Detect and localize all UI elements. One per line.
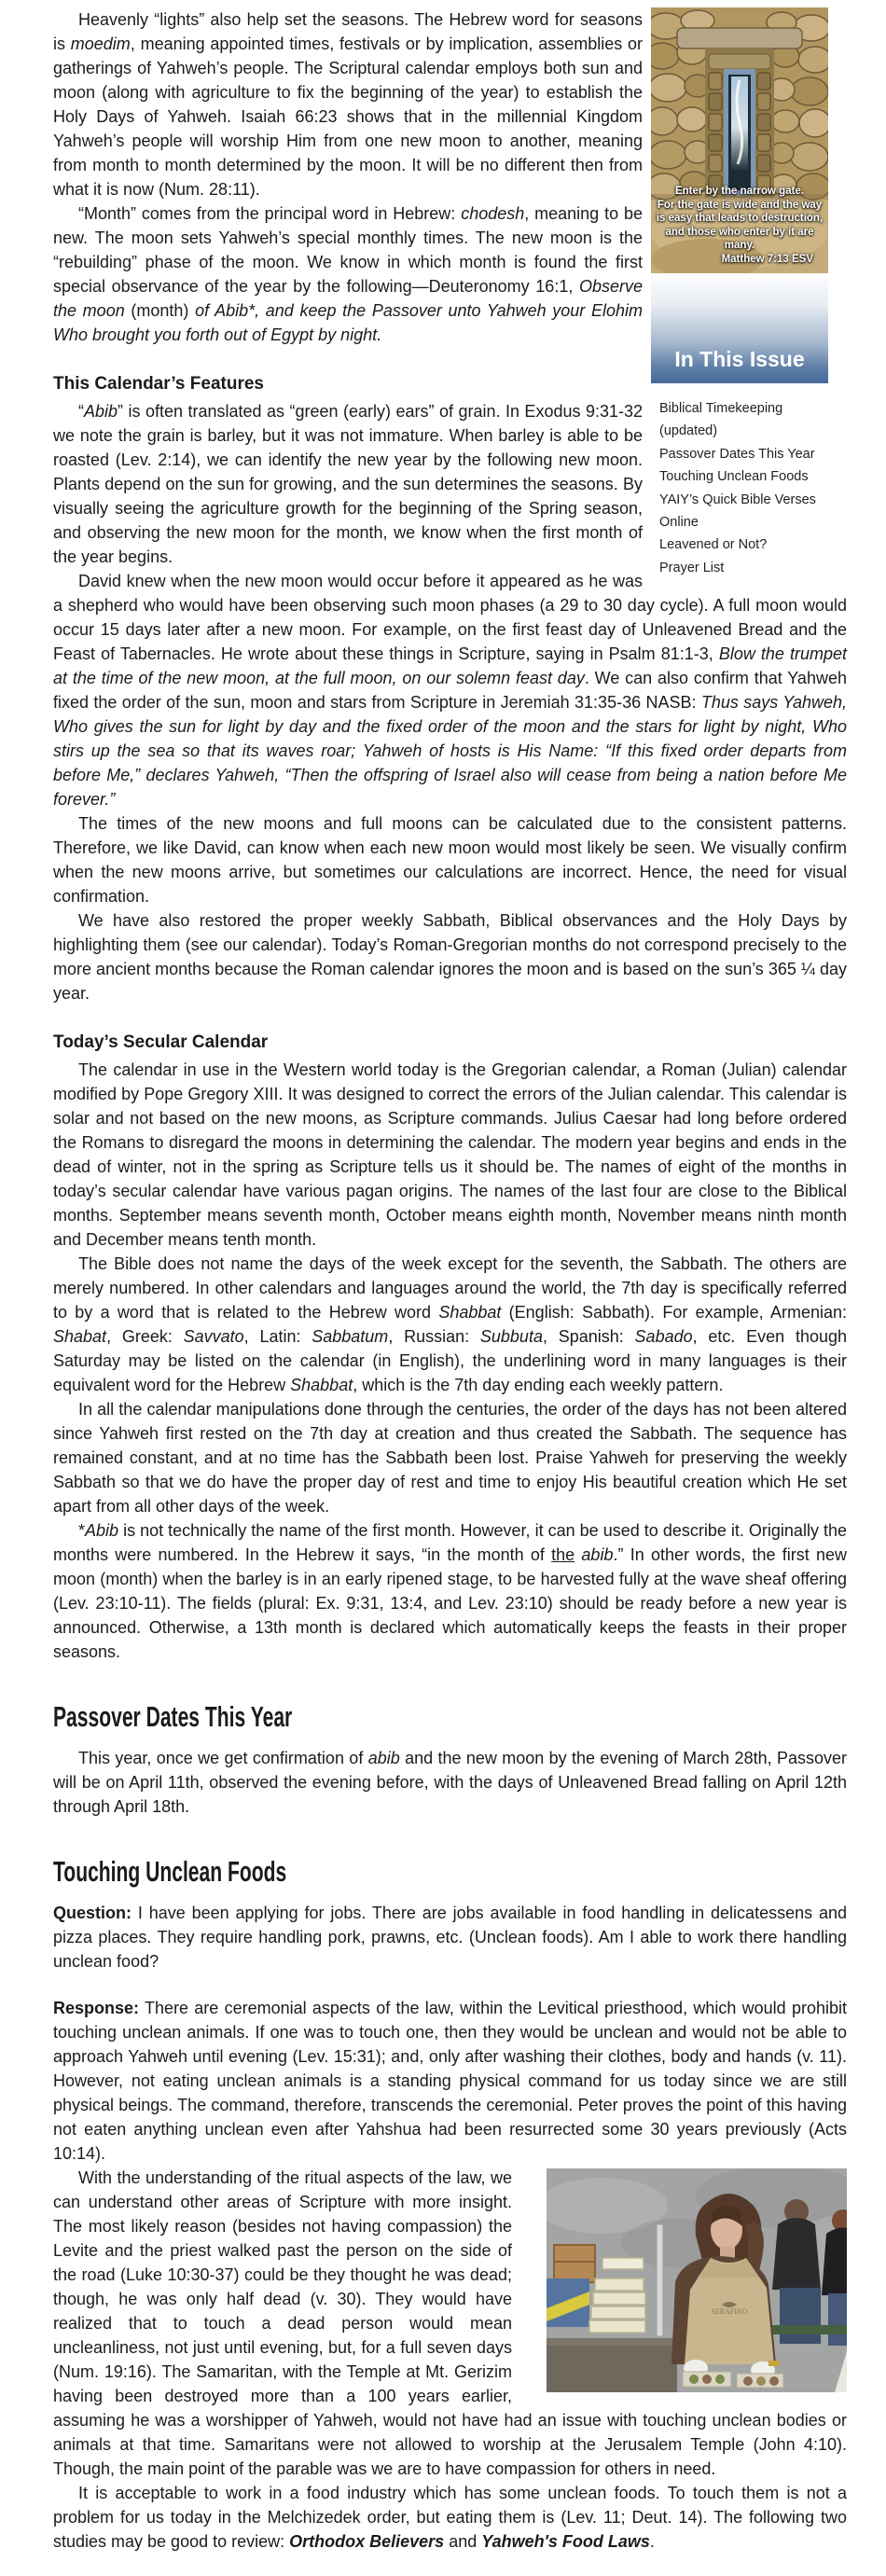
paragraph-heavenly-lights: Heavenly “lights” also help set the seasons. The Hebrew word for seasons is moedim, meaning appointed times, festivals or by implication, assemblies or gatherings of Yahweh’s people. The Scriptural calendar employs both sun and moon (along with agriculture to fix the beginning of the year) to establish the Holy Days of Yahweh. Isaiah 66:23 shows that in the millennial Kingdom Yahweh’s people will worship Him from one new moon to another, meaning from month to month determined by the moon. It will be no different then from what it is now (Num. 28:11). — [53, 10, 644, 199]
gate-caption-line: is easy that leads to destruction, — [656, 213, 824, 224]
gate-caption-line: For the gate is wide and the way — [657, 199, 823, 211]
section-heading-passover-dates: Passover Dates This Year — [53, 1700, 293, 1733]
paragraph-month-chodesh: “Month” comes from the principal word in Hebrew: chodesh, meaning to be new. The moon sets Yahweh’s special monthly times. The new moon is the “rebuilding” phase of the moon. We know in which month is found the first special observance of the year by the following—Deuteronomy 16:1, Observe the moon (month) of Abib*, and keep the Passover unto Yahweh your Elohim Who brought you forth out of Egypt by night. — [53, 204, 643, 344]
paragraph-restored-sabbath: We have also restored the proper weekly Sabbath, Biblical observances and the Holy Days by highlighting them (see our calendar). Today’s Roman-Gregorian months do not correspond precisely to the more ancient months because the Roman calendar ignores the moon and is based on the sun’s 365 ¼ day year. — [53, 911, 847, 1003]
gate-caption-attribution: Matthew 7:13 ESV — [721, 253, 813, 265]
gate-caption-line: and those who enter by it are many. — [665, 226, 814, 251]
section-heading-unclean-foods: Touching Unclean Foods — [53, 1855, 287, 1888]
paragraph-good-samaritan: SERAFINO With the understanding of the ritual aspects of the law, we can understand other areas of Scripture with more insight. The most likely reason (besides not having compassion) the Levite and the priest walked past the person on the side of the road (Luke 10:30-37) could be they thought he was dead; though, he was only half dead (v. 30). They would have realized that to touch a dead person would mean uncleanliness, not just until evening, but, for a full seven days (Num. 19:16). The Samaritan, with the Temple at Mt. Gerizim having been destroyed more than a 100 years earlier, assuming he was a worshipper of Yahweh, would not have had an issue with touching unclean bodies or animals at that time. Samaritans were not allowed to worship at the Jerusalem Temple (John 4:10). Though, the main point of the parable was we are to have compassion for others in need. — [53, 2166, 847, 2481]
gate-caption-line: Enter by the narrow gate. — [674, 186, 805, 197]
article-body — [53, 7, 847, 2554]
issue-list-item: YAIY’s Quick Bible Verses Online — [659, 492, 816, 531]
issue-list-item: Touching Unclean Foods — [659, 469, 809, 485]
paragraph-response: Response: There are ceremonial aspects of the law, within the Levitical priesthood, which would prohibit touching unclean animals. If one was to touch one, then they would be unclean and would not be able to approach Yahweh until evening (Lev. 15:31); and, only after washing their clothes, body and hands (v. 11). However, not eating unclean animals is a standing physical command for us today since we are still physical beings. The command, therefore, transcends the ceremonial. Peter proves the point of this having not eaten anything unclean even after Yahshua had been resurrected some 30 years previously (Acts 10:14). — [53, 1999, 847, 2163]
paragraph-times-calculated: The times of the new moons and full moons can be calculated due to the consistent patterns. Therefore, we like David, can know when each new moon would most likely be seen. We visually confirm when the new moons arrive, but sometimes our calculations are incorrect. Hence, the need for visual confirmation. — [53, 814, 847, 906]
paragraph-passover-dates: This year, once we get confirmation of abib and the new moon by the evening of March 28th, Passover will be on April 11th, observed the evening before, with the days of Unleavened Bread falling on April 12th through April 18th. — [53, 1749, 847, 1816]
issue-list-item: Leavened or Not? — [659, 537, 768, 553]
paragraph-order-not-altered: In all the calendar manipulations done through the centuries, the order of the days has not been altered since Yahweh first rested on the 7th day at creation and thus created the Sabbath. The sequence has remained constant, and at no time has the Sabbath been lost. Praise Yahweh for preserving the weekly Sabbath so that we do have the proper day of rest and time to enjoy His beautiful creation which He set apart from all other days of the week. — [53, 1400, 847, 1516]
paragraph-days-of-week: The Bible does not name the days of the week except for the seventh, the Sabbath. The others are merely numbered. In other calendars and languages around the world, the 7th day is specifically referred to by a word that is related to the Hebrew word Shabbat (English: Sabbath). For example, Armenian: Shabat, Greek: Savvato, Latin: Sabbatum, Russian: Subbuta, Spanish: Sabado, etc. Even though Saturday may be listed on the calendar (in English), the underlining word in many languages is their equivalent word for the Hebrew Shabbat, which is the 7th day ending each weekly pattern. — [53, 1254, 848, 1394]
paragraph-gregorian-calendar: The calendar in use in the Western world today is the Gregorian calendar, a Roman (Julian) calendar modified by Pope Gregory XIII. It was designed to correct the errors of the Julian calendar. This calendar is solar and not based on the new moons, as Scripture commands. Julius Caesar had long before ordered the Romans to disregard the moons in determining the calendar. The modern year begins and ends in the dead of winter, not in the spring as Scripture tells us it should be. The names of eight of the months in today’s secular calendar have various pagan origins. The names of the last four are close to the Biblical months. September means seventh month, October means eighth month, November means ninth month and December means tenth month. — [53, 1060, 847, 1249]
in-this-issue-title: In This Issue — [674, 347, 805, 371]
section-heading-calendar-features: This Calendar’s Features — [53, 374, 264, 394]
deli-worker-illustration — [547, 2168, 847, 2392]
issue-list — [651, 397, 828, 579]
paragraph-david-new-moon: David knew when the new moon would occur before it appeared as he was a shepherd who would have been observing such moon phases (a 29 to 30 day cycle). A full moon would occur 15 days later after a new moon. For example, on the first feast day of Unleavened Bread and the Feast of Tabernacles. He wrote about these things in Scripture, saying in Psalm 81:1-3, Blow the trumpet at the time of the new moon, at the full moon, on our solemn feast day. We can also confirm that Yahweh fixed the order of the sun, moon and stars from Scripture in Jeremiah 31:35-36 NASB: Thus says Yahweh, Who gives the sun for light by day and the fixed order of the moon and the stars for light by night, Who stirs up the sea so that its waves roar; Yahweh of hosts is His Name: “If this fixed order departs from before Me,” declares Yahweh, “Then the offspring of Israel also will cease from being a nation before Me forever.” — [53, 572, 848, 809]
paragraph-question: Question: I have been applying for jobs. There are jobs available in food handling in delicatessens and pizza places. They require handling pork, prawns, etc. (Unclean foods). Am I able to work there handling unclean food? — [53, 1904, 847, 1971]
issue-list-item: Biblical Timekeeping (updated) — [659, 401, 783, 439]
sidebar — [651, 7, 828, 579]
section-heading-secular-calendar: Today’s Secular Calendar — [53, 1032, 269, 1052]
gate-caption — [651, 185, 828, 266]
issue-list-item: Passover Dates This Year — [659, 446, 815, 462]
paragraph-abib-green-ears: “Abib” is often translated as “green (early) ears” of grain. In Exodus 9:31-32 we note the grain is barley, but it was not immature. When barley is able to be roasted (Lev. 2:14), we can identify the new year by the following new moon. Plants depend on the sun for growing, and the sun determines the seasons. By visually seeing the agriculture growth for the beginning of the Spring season, and observing the new moon for the month, we know when the first month of the year begins. — [53, 402, 643, 566]
svg-text:SERAFINO: SERAFINO — [711, 2307, 748, 2316]
issue-list-item: Prayer List — [659, 560, 725, 575]
paragraph-abib-footnote: *Abib is not technically the name of the first month. However, it can be used to describe it. Originally the months were numbered. In the Hebrew it says, “in the month of the abib.” In other words, the first new moon (month) when the barley is in an early ripened stage, to be harvested fully at the wave sheaf offering (Lev. 23:10-11). The fields (plural: Ex. 9:31, 13:4, and Lev. 23:10) should be ready before a new year is announced. Otherwise, a 13th month is declared which automatically keeps the feasts in their proper seasons. — [53, 1521, 847, 1661]
in-this-issue-box — [651, 274, 828, 383]
deli-worker-image — [521, 2168, 847, 2392]
paragraph-acceptable-work: It is acceptable to work in a food industry which has some unclean foods. To touch them is not a problem for us today in the Melchizedek order, but eating them is (Lev. 11; Deut. 14). The following two studies may be good to review: Orthodox Believers and Yahweh's Food Laws. — [53, 2484, 847, 2551]
narrow-gate-image — [651, 7, 828, 273]
